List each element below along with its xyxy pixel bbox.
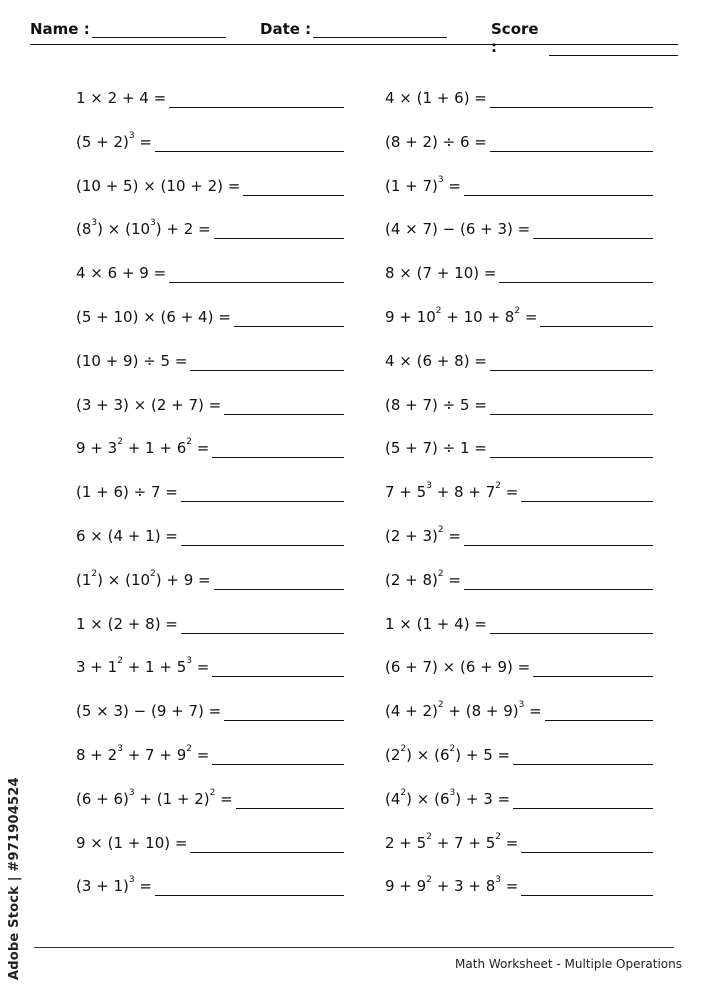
- exponent: 2: [117, 656, 123, 667]
- problem-expression: [76, 746, 209, 765]
- exponent: 3: [117, 744, 123, 754]
- expression-text: 4 × (1 + 6) =: [385, 89, 487, 107]
- answer-blank[interactable]: [169, 264, 344, 283]
- problem-item: [385, 128, 653, 152]
- answer-blank[interactable]: [243, 177, 344, 196]
- expression-text: ) × (10: [97, 220, 151, 239]
- expression-text: =: [500, 833, 519, 852]
- expression-text: (8: [76, 220, 92, 239]
- score-field[interactable]: [491, 20, 678, 56]
- answer-blank[interactable]: [224, 702, 344, 721]
- expression-text: (2: [385, 746, 401, 764]
- exponent: 2: [449, 744, 456, 754]
- exponent: 2: [437, 700, 444, 711]
- exponent: 2: [495, 831, 501, 842]
- problem-expression: [385, 658, 530, 677]
- name-field[interactable]: [30, 20, 226, 38]
- expression-text: =: [524, 702, 542, 721]
- answer-blank[interactable]: [490, 615, 653, 634]
- expression-text: ) + 2 =: [155, 220, 211, 239]
- expression-text: 3 + 1: [76, 658, 118, 677]
- problem-item: [76, 566, 344, 590]
- problem-expression: [385, 787, 511, 809]
- problem-item: [76, 653, 344, 677]
- expression-text: 8 × (7 + 10) =: [385, 264, 497, 283]
- expression-text: 9 × (1 + 10) =: [76, 833, 188, 852]
- problem-expression: [76, 527, 178, 546]
- answer-blank[interactable]: [181, 527, 344, 546]
- problem-item: [76, 610, 344, 634]
- expression-text: ) + 3 =: [455, 789, 511, 808]
- expression-text: (4 + 2): [385, 702, 438, 721]
- exponent: 3: [128, 787, 135, 798]
- answer-blank[interactable]: [490, 396, 653, 415]
- problem-expression: [76, 615, 178, 634]
- expression-text: 1 × (1 + 4) =: [385, 614, 487, 633]
- problem-expression: [385, 396, 487, 415]
- problem-item: [76, 215, 344, 239]
- name-label: Name :: [30, 20, 90, 38]
- problem-item: [385, 259, 653, 283]
- expression-text: =: [520, 308, 538, 326]
- expression-text: =: [443, 176, 461, 195]
- problem-expression: [76, 702, 221, 721]
- answer-blank[interactable]: [155, 133, 344, 152]
- problem-expression: [385, 220, 530, 239]
- answer-blank[interactable]: [214, 220, 344, 239]
- footer-divider: [34, 947, 674, 948]
- problem-expression: [385, 483, 518, 502]
- problem-item: [385, 303, 653, 327]
- date-field[interactable]: [260, 20, 447, 38]
- expression-text: (6 + 6): [76, 789, 129, 808]
- problem-item: [385, 478, 653, 502]
- problem-item: [76, 741, 344, 765]
- problem-item: [385, 215, 653, 239]
- exponent: 2: [435, 306, 442, 316]
- expression-text: 9 + 3: [76, 439, 118, 458]
- expression-text: =: [191, 439, 210, 458]
- expression-text: 8 + 2: [76, 746, 118, 764]
- problem-expression: [76, 130, 152, 152]
- problem-item: [76, 84, 344, 108]
- problem-item: [385, 741, 653, 765]
- expression-text: (1 + 7): [385, 176, 438, 195]
- exponent: 3: [128, 130, 135, 141]
- expression-text: =: [134, 132, 152, 151]
- problem-item: [76, 128, 344, 152]
- problem-expression: [76, 89, 166, 108]
- problem-expression: [76, 264, 166, 283]
- header-divider: [30, 44, 678, 45]
- problem-item: [76, 697, 344, 721]
- problem-expression: [76, 483, 178, 502]
- answer-blank[interactable]: [521, 877, 653, 896]
- problem-item: [76, 478, 344, 502]
- expression-text: (1: [76, 570, 92, 589]
- exponent: 2: [514, 306, 521, 316]
- expression-text: (6 + 7) × (6 + 9) =: [385, 658, 531, 677]
- expression-text: (4 × 7) − (6 + 3) =: [385, 220, 531, 239]
- problem-item: [76, 347, 344, 371]
- problem-expression: [76, 177, 240, 196]
- exponent: 2: [400, 744, 407, 754]
- exponent: 2: [186, 744, 192, 754]
- expression-text: =: [215, 789, 233, 808]
- exponent: 3: [150, 218, 156, 229]
- answer-blank[interactable]: [190, 834, 344, 853]
- expression-text: 1 × 2 + 4 =: [76, 89, 167, 107]
- exponent: 2: [91, 568, 98, 579]
- date-label: Date :: [260, 20, 312, 38]
- problem-expression: [76, 787, 233, 809]
- date-blank[interactable]: [313, 23, 447, 38]
- expression-text: 7 + 5: [385, 483, 427, 502]
- expression-text: + 10 + 8: [441, 308, 515, 326]
- expression-text: (5 + 2): [76, 132, 129, 151]
- answer-blank[interactable]: [540, 308, 653, 327]
- problem-expression: [385, 527, 461, 546]
- problem-expression: [385, 877, 518, 896]
- expression-text: (8 + 2) ÷ 6 =: [385, 132, 487, 151]
- problem-expression: [385, 615, 487, 634]
- exponent: 2: [400, 787, 407, 798]
- problem-item: [385, 84, 653, 108]
- exponent: 2: [426, 875, 432, 886]
- problem-item: [385, 434, 653, 458]
- expression-text: (5 × 3) − (9 + 7) =: [76, 702, 222, 721]
- exponent: 2: [426, 831, 432, 842]
- problem-item: [385, 785, 653, 809]
- expression-text: =: [443, 527, 461, 545]
- stock-credit-watermark: Adobe Stock | #971904524: [7, 777, 22, 980]
- answer-blank[interactable]: [490, 439, 653, 458]
- problem-item: [385, 653, 653, 677]
- problem-item: [76, 172, 344, 196]
- expression-text: + 1 + 6: [122, 439, 187, 458]
- answer-blank[interactable]: [464, 527, 653, 546]
- problem-expression: [76, 396, 221, 415]
- score-label: Score :: [491, 20, 539, 56]
- expression-text: (3 + 3) × (2 + 7) =: [76, 395, 222, 414]
- problem-expression: [76, 439, 209, 458]
- exponent: 3: [91, 218, 98, 229]
- problem-item: [76, 434, 344, 458]
- problem-item: [385, 872, 653, 896]
- name-blank[interactable]: [92, 23, 226, 38]
- answer-blank[interactable]: [545, 702, 653, 721]
- answer-blank[interactable]: [190, 352, 344, 371]
- answer-blank[interactable]: [490, 352, 653, 371]
- expression-text: ) × (6: [406, 789, 450, 808]
- problem-expression: [76, 568, 211, 590]
- worksheet-title: Math Worksheet - Multiple Operations: [455, 957, 682, 971]
- expression-text: =: [191, 746, 210, 764]
- exponent: 3: [495, 875, 501, 886]
- answer-blank[interactable]: [181, 615, 344, 634]
- exponent: 3: [449, 787, 456, 798]
- problem-item: [385, 697, 653, 721]
- expression-text: (8 + 7) ÷ 5 =: [385, 395, 487, 414]
- problem-item: [76, 522, 344, 546]
- problem-expression: [76, 352, 187, 371]
- answer-blank[interactable]: [464, 571, 653, 590]
- expression-text: (5 + 7) ÷ 1 =: [385, 439, 487, 458]
- problem-item: [385, 610, 653, 634]
- problem-item: [76, 872, 344, 896]
- answer-blank[interactable]: [521, 834, 653, 853]
- expression-text: + 7 + 9: [122, 746, 187, 764]
- expression-text: (4: [385, 789, 401, 808]
- problem-expression: [76, 877, 152, 896]
- answer-blank[interactable]: [533, 220, 653, 239]
- expression-text: 9 + 10: [385, 308, 436, 326]
- expression-text: 4 × 6 + 9 =: [76, 264, 167, 283]
- answer-blank[interactable]: [464, 177, 653, 196]
- exponent: 3: [128, 875, 135, 886]
- expression-text: ) + 5 =: [455, 746, 511, 764]
- expression-text: + (8 + 9): [443, 702, 519, 721]
- worksheet-header: [30, 14, 678, 56]
- expression-text: (3 + 1): [76, 877, 129, 896]
- expression-text: 1 × (2 + 8) =: [76, 614, 178, 633]
- answer-blank[interactable]: [521, 483, 653, 502]
- answer-blank[interactable]: [181, 483, 344, 502]
- answer-blank[interactable]: [224, 396, 344, 415]
- expression-text: ) × (10: [97, 570, 151, 589]
- expression-text: + 7 + 5: [431, 833, 496, 852]
- answer-blank[interactable]: [214, 571, 344, 590]
- problem-expression: [385, 264, 496, 283]
- problem-expression: [385, 89, 487, 108]
- answer-blank[interactable]: [169, 89, 344, 108]
- problem-expression: [76, 220, 211, 239]
- expression-text: + 3 + 8: [431, 877, 496, 896]
- problem-expression: [385, 174, 461, 196]
- answer-blank[interactable]: [513, 790, 653, 809]
- problem-expression: [385, 746, 510, 765]
- expression-text: (1 + 6) ÷ 7 =: [76, 483, 178, 502]
- problem-item: [76, 259, 344, 283]
- problem-expression: [385, 133, 487, 152]
- problem-item: [385, 391, 653, 415]
- problem-expression: [385, 831, 519, 853]
- answer-blank[interactable]: [234, 308, 344, 327]
- answer-blank[interactable]: [533, 658, 653, 677]
- expression-text: =: [443, 570, 461, 589]
- expression-text: (10 + 5) × (10 + 2) =: [76, 176, 241, 195]
- problem-expression: [385, 702, 542, 721]
- problem-item: [385, 172, 653, 196]
- problem-item: [385, 829, 653, 853]
- expression-text: + (1 + 2): [134, 789, 210, 808]
- problem-item: [76, 785, 344, 809]
- exponent: 2: [186, 437, 192, 448]
- answer-blank[interactable]: [490, 133, 653, 152]
- answer-blank[interactable]: [490, 89, 653, 108]
- expression-text: =: [191, 658, 210, 677]
- answer-blank[interactable]: [499, 264, 653, 283]
- problem-expression: [76, 308, 231, 327]
- expression-text: ) × (6: [406, 746, 450, 764]
- answer-blank[interactable]: [513, 746, 653, 765]
- problem-expression: [76, 834, 187, 853]
- answer-blank[interactable]: [212, 658, 344, 677]
- problem-expression: [385, 352, 487, 371]
- expression-text: (5 + 10) × (6 + 4) =: [76, 308, 231, 326]
- expression-text: =: [500, 483, 519, 502]
- exponent: 2: [437, 568, 444, 579]
- expression-text: 6 × (4 + 1) =: [76, 527, 178, 545]
- problem-expression: [76, 658, 209, 677]
- exponent: 2: [150, 568, 156, 579]
- problem-item: [76, 829, 344, 853]
- problem-expression: [385, 568, 461, 590]
- exponent: 2: [117, 437, 123, 448]
- problem-item: [76, 303, 344, 327]
- expression-text: 4 × (6 + 8) =: [385, 351, 487, 370]
- problem-item: [76, 391, 344, 415]
- answer-blank[interactable]: [236, 790, 344, 809]
- expression-text: =: [500, 877, 519, 896]
- answer-blank[interactable]: [212, 439, 344, 458]
- exponent: 3: [437, 174, 444, 185]
- exponent: 3: [518, 700, 525, 711]
- expression-text: =: [134, 877, 152, 896]
- expression-text: (2 + 8): [385, 570, 438, 589]
- problem-expression: [385, 439, 487, 458]
- exponent: 2: [495, 481, 501, 492]
- expression-text: + 8 + 7: [431, 483, 496, 502]
- problem-expression: [385, 308, 537, 327]
- exponent: 3: [186, 656, 192, 667]
- answer-blank[interactable]: [155, 877, 344, 896]
- expression-text: (2 + 3): [385, 527, 438, 545]
- expression-text: + 1 + 5: [122, 658, 187, 677]
- exponent: 2: [209, 787, 216, 798]
- expression-text: (10 + 9) ÷ 5 =: [76, 351, 188, 370]
- exponent: 2: [437, 525, 444, 535]
- problem-item: [385, 566, 653, 590]
- expression-text: 9 + 9: [385, 877, 427, 896]
- expression-text: 2 + 5: [385, 833, 427, 852]
- answer-blank[interactable]: [212, 746, 344, 765]
- expression-text: ) + 9 =: [155, 570, 211, 589]
- problem-item: [385, 522, 653, 546]
- problem-item: [385, 347, 653, 371]
- exponent: 3: [426, 481, 432, 492]
